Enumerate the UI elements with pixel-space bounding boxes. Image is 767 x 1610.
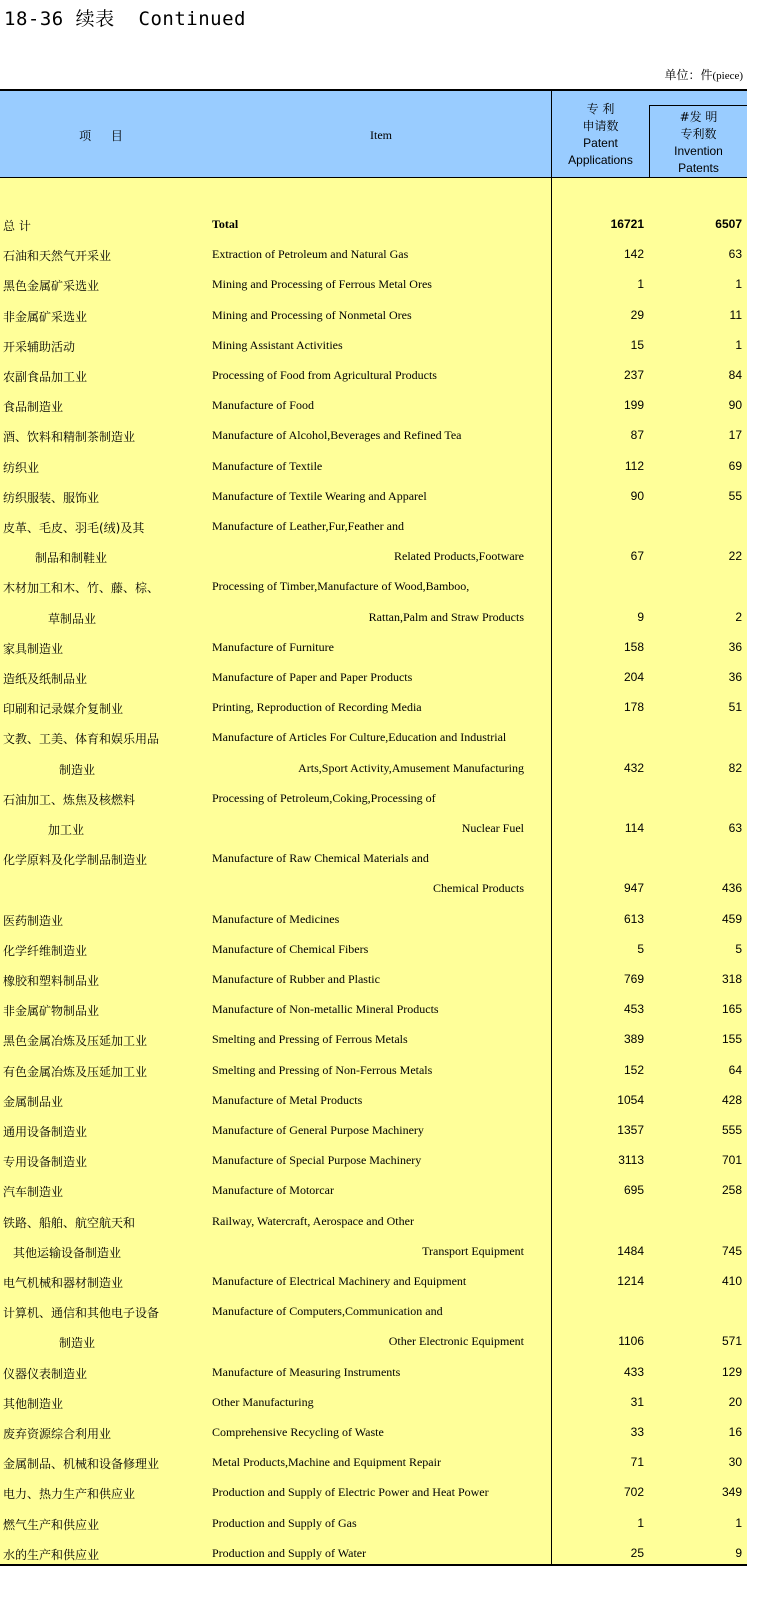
table-row xyxy=(0,1387,747,1417)
row-item-cn: 金属制品业 xyxy=(3,1094,64,1109)
row-invention-patents: 436 xyxy=(721,881,742,896)
row-item-en: Manufacture of Paper and Paper Products xyxy=(212,670,413,684)
row-item-cn: 橡胶和塑料制品业 xyxy=(3,974,100,988)
row-item-cn: 总 计 xyxy=(3,219,31,233)
row-item-cn: 制品和制鞋业 xyxy=(35,551,108,566)
table-row xyxy=(0,1175,747,1205)
row-patent-applications: 87 xyxy=(630,428,644,443)
row-item-en: Manufacture of Raw Chemical Materials and xyxy=(212,851,429,866)
row-item-cn: 通用设备制造业 xyxy=(3,1125,88,1139)
row-invention-patents: 1 xyxy=(735,337,742,352)
table-body xyxy=(0,178,747,1566)
table-row xyxy=(0,1266,747,1296)
row-item-en: Extraction of Petroleum and Natural Gas xyxy=(212,247,409,262)
row-item-cn: 废弃资源综合利用业 xyxy=(3,1427,112,1441)
row-invention-patents: 5 xyxy=(735,941,742,956)
row-patent-applications: 33 xyxy=(630,1425,644,1439)
row-patent-applications: 1214 xyxy=(617,1274,644,1288)
row-patent-applications: 114 xyxy=(624,821,644,835)
row-item-cn: 其他制造业 xyxy=(3,1396,64,1411)
table-row xyxy=(0,481,747,511)
row-item-en: Comprehensive Recycling of Waste xyxy=(212,1425,384,1439)
table-row xyxy=(0,1508,747,1538)
row-item-cn: 农副食品加工业 xyxy=(3,370,88,384)
table-row xyxy=(0,662,747,692)
row-patent-applications: 432 xyxy=(623,760,644,775)
table-row xyxy=(0,692,747,722)
row-item-en: Smelting and Pressing of Ferrous Metals xyxy=(212,1032,408,1047)
row-patent-applications: 71 xyxy=(630,1455,644,1470)
header-invention-patents xyxy=(649,105,747,177)
row-item-en: Manufacture of Metal Products xyxy=(212,1092,363,1107)
table-row xyxy=(0,360,747,390)
row-item-cn: 食品制造业 xyxy=(3,400,64,415)
row-item-en: Manufacture of Motorcar xyxy=(212,1183,334,1198)
table-row xyxy=(0,571,747,601)
row-item-en: Manufacture of Medicines xyxy=(212,911,340,926)
row-invention-patents: 1 xyxy=(735,277,742,292)
row-item-cn: 草制品业 xyxy=(48,611,97,626)
row-invention-patents: 410 xyxy=(721,1274,742,1288)
row-invention-patents: 22 xyxy=(728,549,742,564)
row-item-cn: 化学纤维制造业 xyxy=(3,943,88,958)
row-invention-patents: 82 xyxy=(728,760,742,775)
header-patent-applications xyxy=(552,101,649,169)
row-item-en: Smelting and Pressing of Non-Ferrous Metals xyxy=(212,1062,433,1077)
row-patent-applications: 25 xyxy=(630,1545,644,1560)
row-invention-patents: 428 xyxy=(721,1092,742,1107)
row-patent-applications: 3113 xyxy=(618,1153,644,1168)
row-patent-applications: 1 xyxy=(637,277,644,292)
row-item-cn: 纺织服装、服饰业 xyxy=(3,490,100,505)
row-item-en: Processing of Petroleum,Coking,Processing of xyxy=(212,790,436,805)
header-item-en: Item xyxy=(370,128,392,142)
row-item-cn: 非金属矿物制品业 xyxy=(3,1004,100,1019)
table-row xyxy=(0,1326,747,1356)
header-col1-en2: Applications xyxy=(568,153,633,167)
row-invention-patents: 17 xyxy=(728,428,742,443)
row-item-en: Chemical Products xyxy=(433,881,524,896)
table-row xyxy=(0,904,747,934)
row-patent-applications: 1484 xyxy=(617,1243,644,1258)
row-patent-applications: 695 xyxy=(623,1183,644,1198)
row-invention-patents: 51 xyxy=(728,700,742,715)
row-patent-applications: 158 xyxy=(623,639,644,654)
row-item-en: Production and Supply of Gas xyxy=(212,1515,357,1530)
row-item-en: Manufacture of Chemical Fibers xyxy=(212,941,369,956)
row-patent-applications: 613 xyxy=(623,911,644,926)
row-invention-patents: 459 xyxy=(721,911,742,926)
row-item-cn: 非金属矿采选业 xyxy=(3,309,88,324)
row-item-en: Processing of Food from Agricultural Products xyxy=(212,368,437,382)
table-row xyxy=(0,1055,747,1085)
row-item-en: Mining and Processing of Ferrous Metal Ores xyxy=(212,277,432,292)
header-col2-cn2: 专利数 xyxy=(680,127,717,141)
row-item-en: Manufacture of Textile xyxy=(212,458,323,473)
row-patent-applications: 1 xyxy=(637,1515,644,1530)
row-invention-patents: 6507 xyxy=(715,217,742,231)
row-patent-applications: 16721 xyxy=(610,217,644,231)
row-invention-patents: 30 xyxy=(728,1455,742,1470)
row-item-cn: 汽车制造业 xyxy=(3,1185,64,1200)
row-item-en: Manufacture of Electrical Machinery and Equipment xyxy=(212,1274,467,1288)
row-item-en: Printing, Reproduction of Recording Media xyxy=(212,700,422,715)
row-item-en: Manufacture of Rubber and Plastic xyxy=(212,972,380,986)
row-item-cn: 金属制品、机械和设备修理业 xyxy=(3,1457,160,1472)
row-patent-applications: 389 xyxy=(623,1032,644,1047)
table-row xyxy=(0,1538,747,1568)
row-invention-patents: 16 xyxy=(728,1425,742,1439)
table-row xyxy=(0,209,747,239)
row-patent-applications: 237 xyxy=(623,368,644,382)
table-row xyxy=(0,1296,747,1326)
table-row xyxy=(0,843,747,873)
table-row xyxy=(0,813,747,843)
row-item-en: Total xyxy=(212,217,239,231)
page-title: 18-36 续表 Continued xyxy=(4,8,246,30)
table-row xyxy=(0,330,747,360)
row-item-cn: 其他运输设备制造业 xyxy=(13,1245,122,1260)
row-item-en: Manufacture of Alcohol,Beverages and Refined Tea xyxy=(212,428,462,443)
row-patent-applications: 178 xyxy=(623,700,644,715)
table-row xyxy=(0,994,747,1024)
row-item-cn: 家具制造业 xyxy=(3,641,64,656)
row-patent-applications: 112 xyxy=(624,458,644,473)
row-item-en: Manufacture of Articles For Culture,Education and Industrial xyxy=(212,730,507,745)
row-item-cn: 开采辅助活动 xyxy=(3,339,76,354)
row-patent-applications: 31 xyxy=(630,1394,644,1409)
row-item-en: Other Electronic Equipment xyxy=(388,1334,524,1349)
table-row xyxy=(0,1357,747,1387)
table-row xyxy=(0,300,747,330)
row-item-cn: 仪器仪表制造业 xyxy=(3,1366,88,1381)
row-invention-patents: 258 xyxy=(721,1183,742,1198)
unit-en: (piece) xyxy=(712,70,743,82)
row-item-cn: 酒、饮料和精制茶制造业 xyxy=(3,430,136,445)
row-item-cn: 造纸及纸制品业 xyxy=(3,672,88,686)
header-col1-en1: Patent xyxy=(583,136,618,150)
unit-label xyxy=(664,66,743,83)
row-item-cn: 化学原料及化学制品制造业 xyxy=(3,853,148,868)
table-row xyxy=(0,541,747,571)
row-invention-patents: 36 xyxy=(728,639,742,654)
row-invention-patents: 155 xyxy=(721,1032,742,1047)
row-item-en: Mining and Processing of Nonmetal Ores xyxy=(212,307,412,322)
row-item-en: Railway, Watercraft, Aerospace and Other xyxy=(212,1213,414,1228)
row-patent-applications: 947 xyxy=(623,881,644,896)
row-item-en: Transport Equipment xyxy=(422,1243,524,1258)
row-invention-patents: 349 xyxy=(721,1485,742,1500)
row-item-cn: 石油和天然气开采业 xyxy=(3,249,112,264)
row-patent-applications: 9 xyxy=(637,609,644,624)
row-item-en: Manufacture of Furniture xyxy=(212,639,334,654)
row-patent-applications: 29 xyxy=(630,307,644,322)
table-row xyxy=(0,1236,747,1266)
row-patent-applications: 142 xyxy=(623,247,644,262)
table-row xyxy=(0,1145,747,1175)
row-item-en: Arts,Sport Activity,Amusement Manufacturing xyxy=(298,760,524,775)
row-item-en: Related Products,Footware xyxy=(394,549,524,564)
header-col2-en2: Patents xyxy=(678,161,719,175)
unit-cn: 单位：件 xyxy=(664,68,713,82)
table-header xyxy=(0,89,747,178)
row-item-en: Manufacture of Food xyxy=(212,398,314,413)
row-invention-patents: 2 xyxy=(735,609,742,624)
row-patent-applications: 1106 xyxy=(618,1334,644,1349)
table-row xyxy=(0,390,747,420)
row-patent-applications: 199 xyxy=(623,398,644,413)
table-row xyxy=(0,420,747,450)
table-row xyxy=(0,1417,747,1447)
row-item-en: Manufacture of Leather,Fur,Feather and xyxy=(212,519,404,533)
table-row xyxy=(0,451,747,481)
row-item-cn: 专用设备制造业 xyxy=(3,1155,88,1170)
header-col2-en1: Invention xyxy=(674,144,723,158)
row-item-en: Metal Products,Machine and Equipment Repair xyxy=(212,1455,441,1470)
row-item-cn: 计算机、通信和其他电子设备 xyxy=(3,1306,160,1321)
row-item-en: Nuclear Fuel xyxy=(461,821,524,835)
row-invention-patents: 9 xyxy=(735,1545,742,1560)
row-item-cn: 印刷和记录媒介复制业 xyxy=(3,702,124,717)
row-item-cn: 黑色金属冶炼及压延加工业 xyxy=(3,1034,148,1049)
row-item-cn: 铁路、船舶、航空航天和 xyxy=(3,1215,136,1230)
row-patent-applications: 702 xyxy=(623,1485,644,1500)
row-invention-patents: 55 xyxy=(728,488,742,503)
row-item-cn: 木材加工和木、竹、藤、棕、 xyxy=(3,581,160,596)
row-invention-patents: 129 xyxy=(721,1364,742,1379)
row-item-cn: 燃气生产和供应业 xyxy=(3,1517,100,1532)
header-col1-cn1: 专 利 xyxy=(586,102,615,116)
row-item-en: Production and Supply of Water xyxy=(212,1545,367,1560)
row-patent-applications: 15 xyxy=(630,337,644,352)
row-item-en: Manufacture of Computers,Communication and xyxy=(212,1304,443,1319)
row-patent-applications: 152 xyxy=(623,1062,644,1077)
table-row xyxy=(0,239,747,269)
row-item-en: Mining Assistant Activities xyxy=(212,337,343,352)
row-patent-applications: 433 xyxy=(623,1364,644,1379)
row-patent-applications: 453 xyxy=(623,1002,644,1017)
table-row xyxy=(0,269,747,299)
row-patent-applications: 67 xyxy=(630,549,644,564)
row-item-cn: 黑色金属矿采选业 xyxy=(3,279,100,294)
row-patent-applications: 90 xyxy=(630,488,644,503)
table-row xyxy=(0,1115,747,1145)
row-invention-patents: 701 xyxy=(721,1153,742,1168)
row-invention-patents: 69 xyxy=(728,458,742,473)
row-item-cn: 制造业 xyxy=(59,1336,96,1351)
table-row xyxy=(0,1477,747,1507)
row-patent-applications: 204 xyxy=(623,670,644,684)
row-patent-applications: 1054 xyxy=(617,1092,644,1107)
row-item-cn: 石油加工、炼焦及核燃料 xyxy=(3,792,136,807)
row-item-en: Rattan,Palm and Straw Products xyxy=(368,609,524,624)
row-invention-patents: 745 xyxy=(721,1243,742,1258)
table-row xyxy=(0,873,747,903)
row-item-cn: 纺织业 xyxy=(3,460,40,475)
row-item-en: Manufacture of General Purpose Machinery xyxy=(212,1123,424,1137)
header-item-cn: 项 目 xyxy=(79,129,131,143)
table-row xyxy=(0,511,747,541)
table-row xyxy=(0,934,747,964)
row-item-en: Manufacture of Measuring Instruments xyxy=(212,1364,401,1379)
row-invention-patents: 571 xyxy=(721,1334,742,1349)
table-row xyxy=(0,753,747,783)
row-item-cn: 水的生产和供应业 xyxy=(3,1547,100,1562)
row-patent-applications: 769 xyxy=(623,972,644,986)
table-row xyxy=(0,1206,747,1236)
row-item-en: Manufacture of Special Purpose Machinery xyxy=(212,1153,422,1168)
table-row xyxy=(0,964,747,994)
row-item-en: Other Manufacturing xyxy=(212,1394,314,1409)
row-item-cn: 电力、热力生产和供应业 xyxy=(3,1487,136,1502)
row-item-cn: 有色金属冶炼及压延加工业 xyxy=(3,1064,148,1079)
table-row xyxy=(0,1085,747,1115)
row-invention-patents: 555 xyxy=(721,1123,742,1137)
header-col2-cn1: #发 明 xyxy=(679,110,718,124)
row-item-en: Processing of Timber,Manufacture of Wood,Bamboo, xyxy=(212,579,470,594)
row-invention-patents: 318 xyxy=(721,972,742,986)
row-item-en: Manufacture of Textile Wearing and Apparel xyxy=(212,488,427,503)
row-invention-patents: 63 xyxy=(728,247,742,262)
header-col1-cn2: 申请数 xyxy=(582,119,619,133)
row-patent-applications: 1357 xyxy=(617,1123,644,1137)
table-row xyxy=(0,632,747,662)
row-item-cn: 制造业 xyxy=(59,762,96,777)
table-row xyxy=(0,1447,747,1477)
row-item-en: Manufacture of Non-metallic Mineral Products xyxy=(212,1002,439,1017)
row-patent-applications: 5 xyxy=(637,941,644,956)
row-invention-patents: 36 xyxy=(728,670,742,684)
row-invention-patents: 64 xyxy=(728,1062,742,1077)
row-invention-patents: 20 xyxy=(728,1394,742,1409)
row-item-cn: 加工业 xyxy=(48,823,85,837)
row-invention-patents: 84 xyxy=(728,368,742,382)
table-row xyxy=(0,1024,747,1054)
table-row xyxy=(0,602,747,632)
row-invention-patents: 1 xyxy=(735,1515,742,1530)
row-invention-patents: 63 xyxy=(728,821,742,835)
row-item-cn: 医药制造业 xyxy=(3,913,64,928)
row-invention-patents: 11 xyxy=(729,307,742,322)
row-item-en: Production and Supply of Electric Power and Heat Power xyxy=(212,1485,489,1500)
table-row xyxy=(0,722,747,752)
row-item-cn: 文教、工美、体育和娱乐用品 xyxy=(3,732,160,747)
row-invention-patents: 165 xyxy=(721,1002,742,1017)
row-item-cn: 皮革、毛皮、羽毛(绒)及其 xyxy=(3,521,145,535)
row-item-cn: 电气机械和器材制造业 xyxy=(3,1276,124,1290)
row-invention-patents: 90 xyxy=(728,398,742,413)
table-row xyxy=(0,783,747,813)
